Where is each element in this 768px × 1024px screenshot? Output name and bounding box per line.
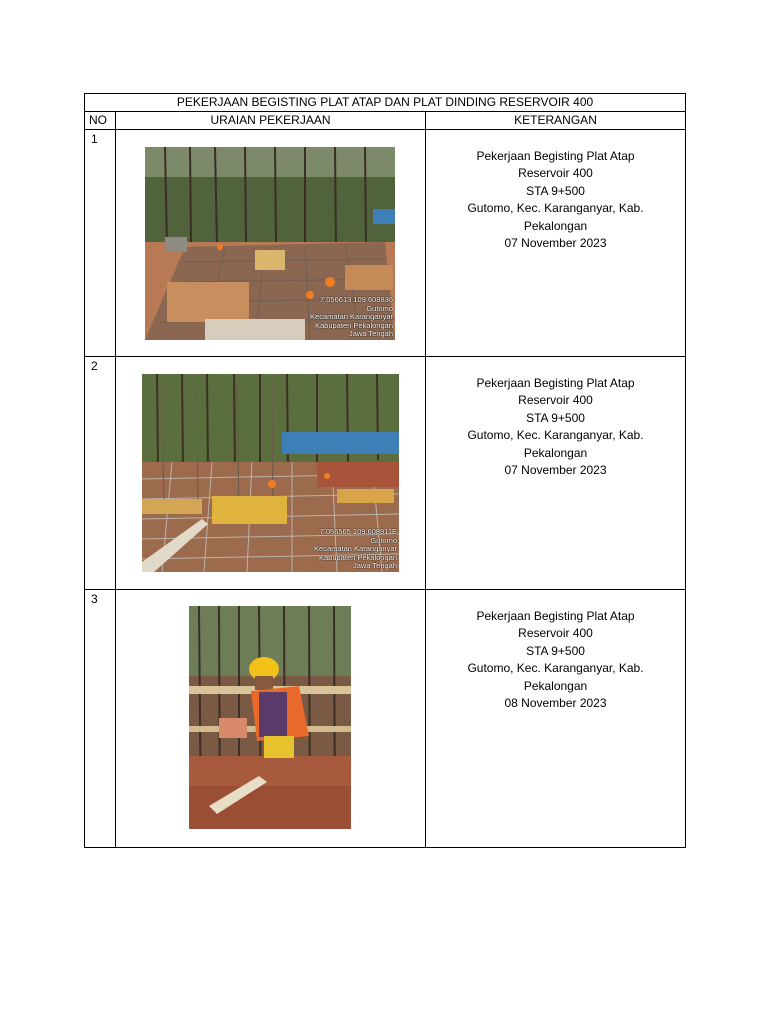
photo-cell [116,590,426,848]
photo-cell [116,130,426,357]
work-description: Pekerjaan Begisting Plat Atap [476,609,635,623]
header-uraian-pekerjaan: URAIAN PEKERJAAN [116,112,426,130]
table-row [85,130,686,357]
geotag-coordinates: 7.056613 109.608836 [320,295,393,305]
description-cell [426,357,686,590]
location-regency: Pekalongan [523,218,588,233]
work-date: 07 November 2023 [504,463,607,478]
work-description: Pekerjaan Begisting Plat Atap [476,149,635,163]
description-cell [426,130,686,357]
header-keterangan: KETERANGAN [426,112,686,130]
geotag-village: Gutomo [366,303,393,313]
geotag-district: Kecamatan Karanganyar [310,312,393,322]
header-no: NO [85,112,116,130]
photo-cell [116,357,426,590]
site-photo-2 [142,374,399,572]
location-regency: Pekalongan [523,678,588,693]
row-number: 2 [85,357,116,590]
location: Gutomo, Kec. Karanganyar, Kab. [467,201,644,216]
table-title: PEKERJAAN BEGISTING PLAT ATAP DAN PLAT DINDING RESERVOIR 400 [85,94,686,112]
work-description: Pekerjaan Begisting Plat Atap [476,376,635,390]
station: STA 9+500 [526,183,585,198]
table-row [85,357,686,590]
location: Gutomo, Kec. Karanganyar, Kab. [467,428,644,443]
description-cell [426,590,686,848]
progress-report-table [84,93,686,848]
photo-geotag-stamp [310,296,393,339]
geotag-province: Jawa Tengah [348,329,393,339]
geotag-village: Gutomo [370,535,397,545]
site-photo-1 [145,147,395,340]
work-date: 08 November 2023 [504,696,607,711]
geotag-district: Kecamatan Karanganyar [314,544,397,554]
work-object: Reservoir 400 [518,393,593,408]
row-number: 3 [85,590,116,848]
photo-geotag-stamp [314,528,397,571]
work-object: Reservoir 400 [518,626,593,641]
row-number: 1 [85,130,116,357]
work-object: Reservoir 400 [518,166,593,181]
site-photo-3 [189,606,351,829]
work-date: 07 November 2023 [504,236,607,251]
geotag-province: Jawa Tengah [352,561,397,571]
location: Gutomo, Kec. Karanganyar, Kab. [467,661,644,676]
geotag-coordinates: 7.056565 109.608911E [319,527,397,537]
station: STA 9+500 [526,410,585,425]
table-row [85,590,686,848]
location-regency: Pekalongan [523,445,588,460]
station: STA 9+500 [526,643,585,658]
geotag-regency: Kabupaten Pekalongan [315,320,393,330]
geotag-regency: Kabupaten Pekalongan [319,552,397,562]
